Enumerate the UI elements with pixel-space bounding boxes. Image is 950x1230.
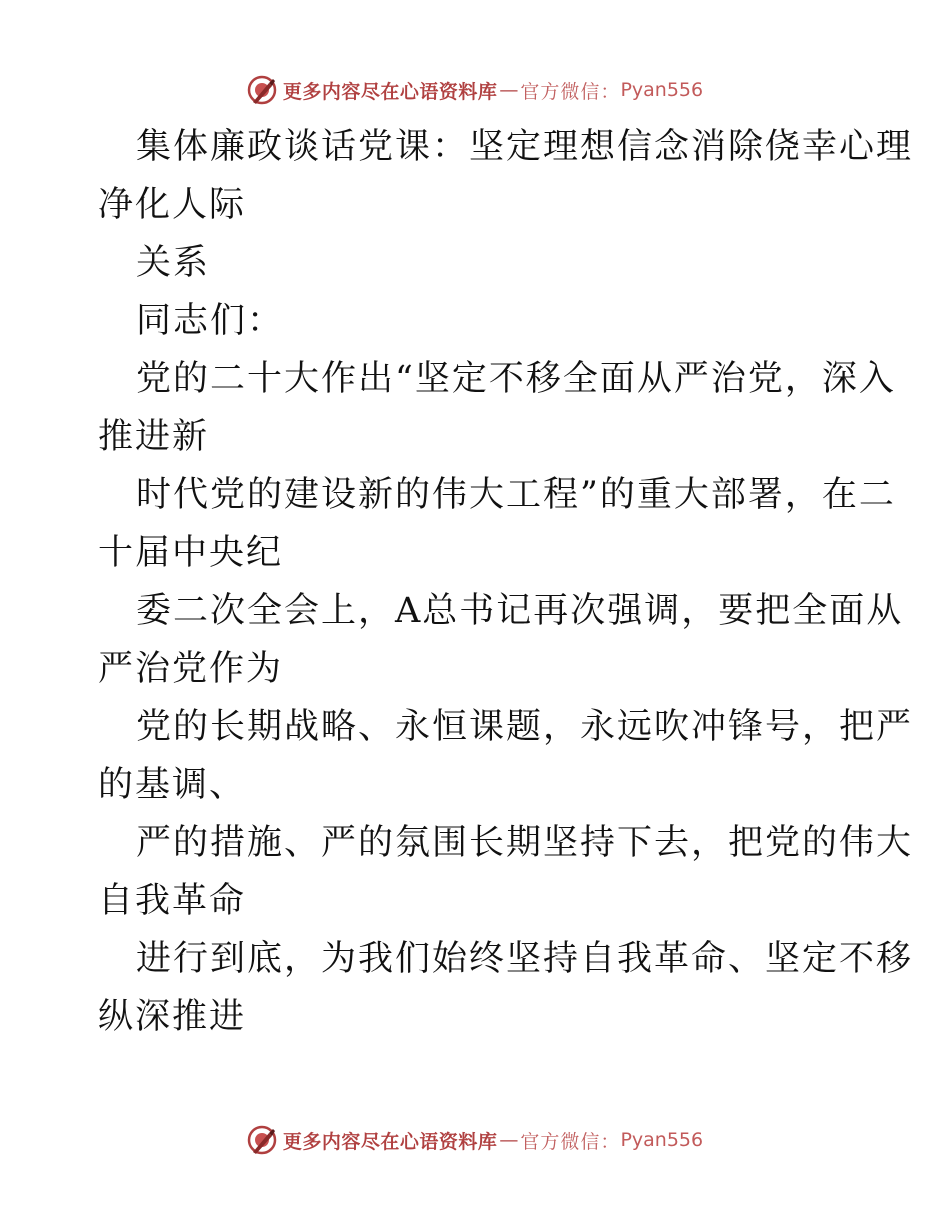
doc-paragraph-line: 党的二十大作出“坚定不移全面从严治党，深入 <box>136 359 896 399</box>
doc-title-line-1: 集体廉政谈话党课：坚定理想信念消除侥幸心理 <box>136 127 914 167</box>
watermark-wechat-id: Pyan556 <box>620 1129 704 1151</box>
watermark-main-text: 更多内容尽在心语资料库 <box>282 1130 498 1153</box>
document-body <box>98 118 914 1046</box>
doc-paragraph-line: 十届中央纪 <box>98 533 284 573</box>
watermark-dash: — <box>499 1129 519 1151</box>
header-watermark <box>0 72 950 108</box>
watermark-label: 官方微信： <box>520 1130 621 1153</box>
watermark-wechat-id: Pyan556 <box>620 79 704 101</box>
footer-watermark <box>0 1122 950 1158</box>
doc-paragraph-line: 推进新 <box>98 417 210 457</box>
doc-salutation: 同志们： <box>136 301 285 341</box>
doc-paragraph-line: 进行到底，为我们始终坚持自我革命、坚定不移 <box>136 939 914 979</box>
doc-paragraph-line: 纵深推进 <box>98 997 247 1037</box>
doc-paragraph-line: 的基调、 <box>98 765 247 805</box>
watermark-main-text: 更多内容尽在心语资料库 <box>282 80 498 103</box>
pen-logo-icon <box>247 1125 277 1155</box>
doc-paragraph-line: 严的措施、严的氛围长期坚持下去，把党的伟大 <box>136 823 914 863</box>
doc-title-line-2: 净化人际 <box>98 185 247 225</box>
doc-title-line-3: 关系 <box>136 243 211 283</box>
doc-paragraph-line: 时代党的建设新的伟大工程”的重大部署，在二 <box>136 475 896 515</box>
doc-paragraph-line: 党的长期战略、永恒课题，永远吹冲锋号，把严 <box>136 707 914 747</box>
doc-paragraph-line: 自我革命 <box>98 881 247 921</box>
watermark-label: 官方微信： <box>520 80 621 103</box>
doc-paragraph-line: 委二次全会上，A总书记再次强调，要把全面从 <box>136 591 904 631</box>
doc-paragraph-line: 严治党作为 <box>98 649 284 689</box>
pen-logo-icon <box>247 75 277 105</box>
watermark-dash: — <box>499 79 519 101</box>
